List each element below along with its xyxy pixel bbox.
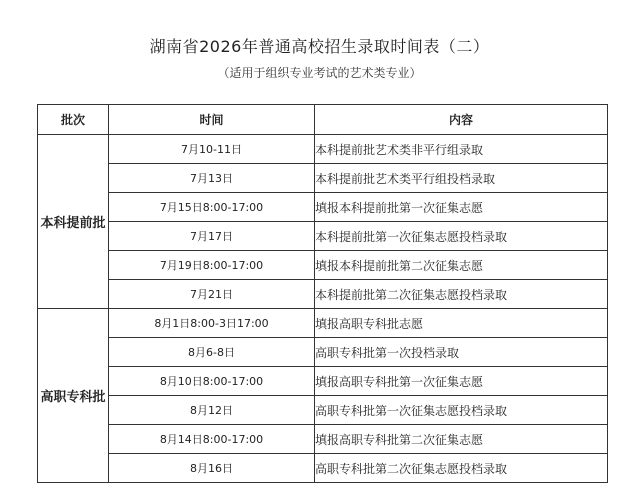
table-row: [38, 193, 608, 222]
content-cell: 本科提前批艺术类非平行组录取: [315, 135, 608, 164]
time-cell: 7月17日: [109, 222, 315, 251]
content-cell: 高职专科批第一次征集志愿投档录取: [315, 396, 608, 425]
batch-cell-vocational: 高职专科批: [38, 309, 109, 483]
table-row: [38, 338, 608, 367]
table-header-row: [38, 105, 608, 135]
content-cell: 高职专科批第一次投档录取: [315, 338, 608, 367]
content-cell: 本科提前批艺术类平行组投档录取: [315, 164, 608, 193]
header-content: 内容: [315, 105, 608, 135]
batch-cell-undergrad-early: 本科提前批: [38, 135, 109, 309]
content-cell: 高职专科批第二次征集志愿投档录取: [315, 454, 608, 483]
content-cell: 填报本科提前批第一次征集志愿: [315, 193, 608, 222]
content-cell: 填报本科提前批第二次征集志愿: [315, 251, 608, 280]
time-cell: 7月21日: [109, 280, 315, 309]
table-row: [38, 164, 608, 193]
content-cell: 填报高职专科批第二次征集志愿: [315, 425, 608, 454]
time-cell: 7月10-11日: [109, 135, 315, 164]
time-cell: 7月19日8:00-17:00: [109, 251, 315, 280]
content-cell: 填报高职专科批第一次征集志愿: [315, 367, 608, 396]
time-cell: 8月16日: [109, 454, 315, 483]
page-title: 湖南省2026年普通高校招生录取时间表（二）: [149, 37, 490, 56]
time-cell: 8月6-8日: [109, 338, 315, 367]
time-cell: 8月1日8:00-3日17:00: [109, 309, 315, 338]
header-time: 时间: [109, 105, 315, 135]
table-row: [38, 309, 608, 338]
table-row: [38, 280, 608, 309]
time-cell: 8月12日: [109, 396, 315, 425]
content-cell: 本科提前批第一次征集志愿投档录取: [315, 222, 608, 251]
time-cell: 7月13日: [109, 164, 315, 193]
table-row: [38, 396, 608, 425]
table-row: [38, 454, 608, 483]
admission-schedule-table: [37, 104, 608, 483]
table-row: [38, 222, 608, 251]
time-cell: 7月15日8:00-17:00: [109, 193, 315, 222]
content-cell: 本科提前批第二次征集志愿投档录取: [315, 280, 608, 309]
content-cell: 填报高职专科批志愿: [315, 309, 608, 338]
table-row: [38, 367, 608, 396]
time-cell: 8月14日8:00-17:00: [109, 425, 315, 454]
header-batch: 批次: [38, 105, 109, 135]
page-subtitle: （适用于组织专业考试的艺术类专业）: [217, 66, 422, 80]
table-row: [38, 425, 608, 454]
time-cell: 8月10日8:00-17:00: [109, 367, 315, 396]
table-row: [38, 251, 608, 280]
table-row: [38, 135, 608, 164]
